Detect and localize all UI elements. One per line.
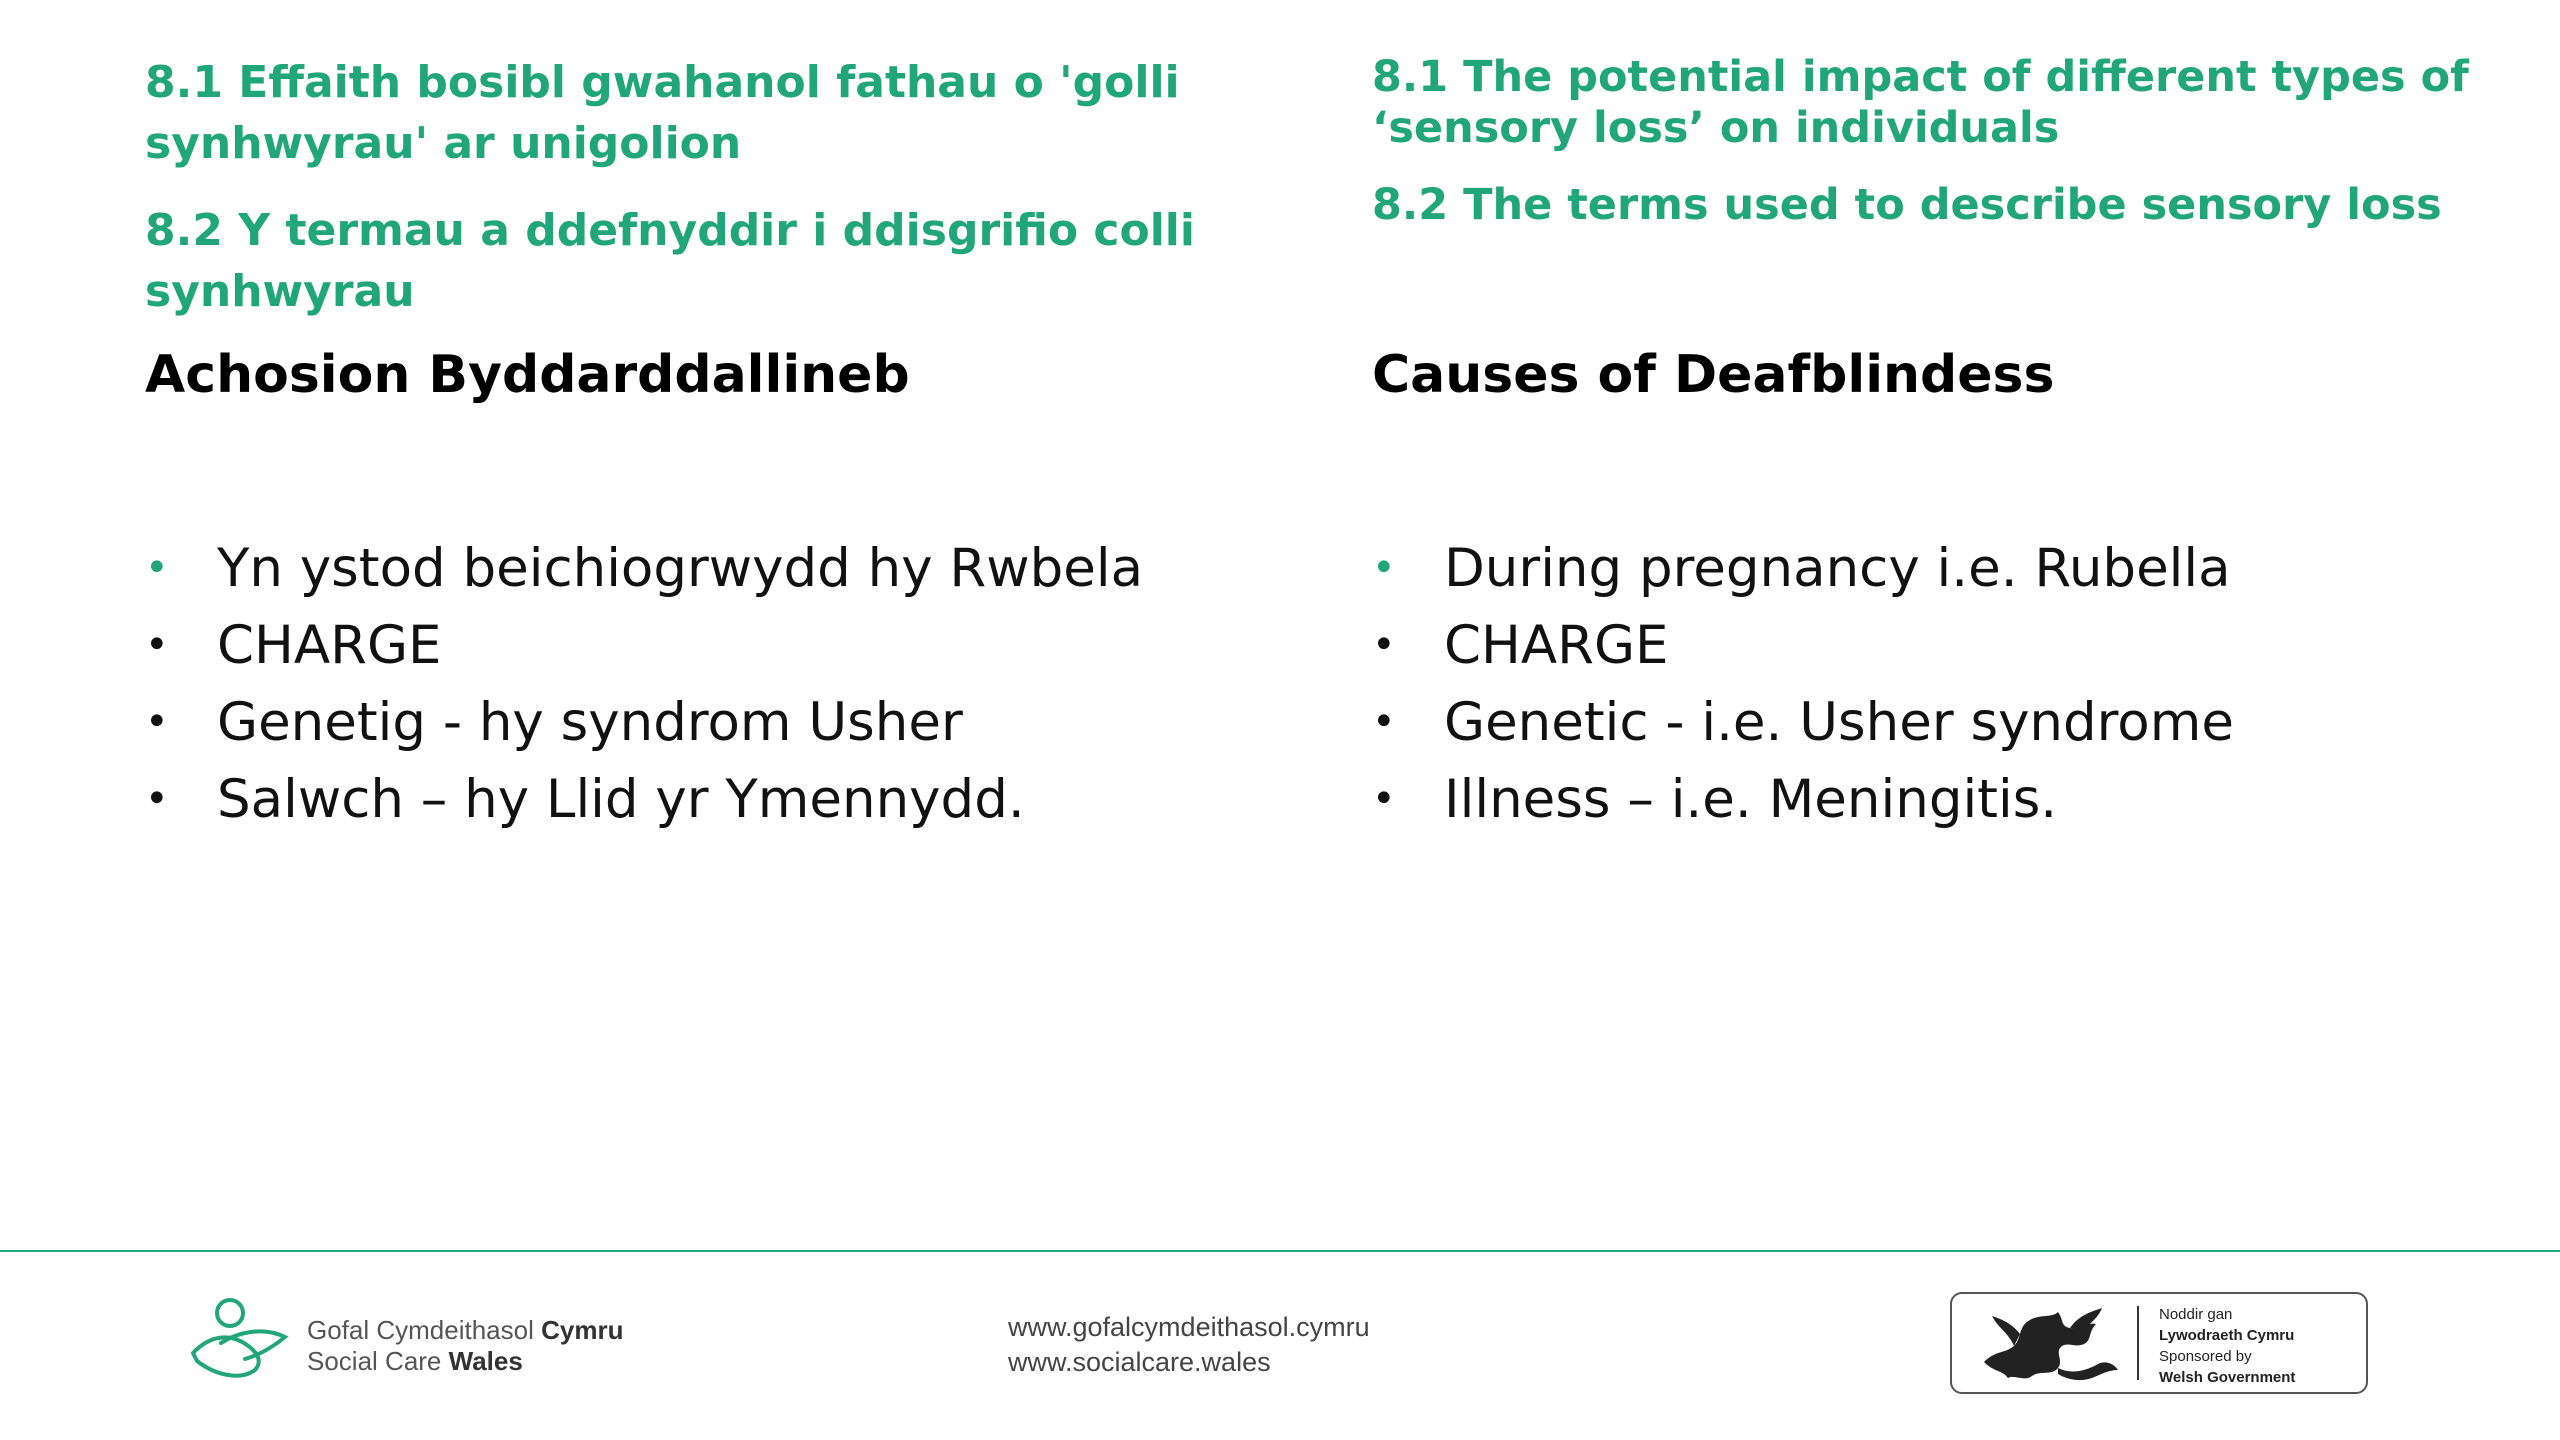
welsh-dragon-icon bbox=[1974, 1302, 2124, 1386]
badge-divider bbox=[2137, 1306, 2139, 1380]
bullet-icon: • bbox=[1372, 545, 1396, 591]
logo-wordmark: Gofal Cymdeithasol Cymru Social Care Wales bbox=[307, 1315, 624, 1376]
bullet-icon: • bbox=[145, 699, 169, 745]
bullet-icon: • bbox=[1372, 622, 1396, 668]
objective-8-1-english: 8.1 The potential impact of different types of ‘sensory loss’ on individuals bbox=[1372, 52, 2469, 153]
bullet-icon: • bbox=[1372, 776, 1396, 822]
welsh-government-badge bbox=[1950, 1292, 2368, 1394]
objective-8-2-english: 8.2 The terms used to describe sensory loss bbox=[1372, 180, 2442, 230]
objective-8-2-welsh: 8.2 Y termau a ddefnyddir i ddisgrifio colli synhwyrau bbox=[145, 205, 1195, 317]
heading-english: Causes of Deafblindess bbox=[1372, 345, 2055, 405]
url-english[interactable]: www.socialcare.wales bbox=[1008, 1347, 1271, 1377]
objective-8-1-welsh: 8.1 Effaith bosibl gwahanol fathau o 'golli synhwyrau' ar unigolion bbox=[145, 57, 1180, 169]
bullet-icon: • bbox=[145, 776, 169, 822]
footer-divider bbox=[0, 1250, 2560, 1252]
url-welsh[interactable]: www.gofalcymdeithasol.cymru bbox=[1008, 1312, 1370, 1342]
footer-urls bbox=[1008, 1310, 1370, 1380]
heading-welsh: Achosion Byddarddallineb bbox=[145, 345, 910, 405]
social-care-wales-icon bbox=[185, 1295, 295, 1385]
bullet-icon: • bbox=[1372, 699, 1396, 745]
social-care-wales-logo bbox=[185, 1295, 705, 1385]
badge-text: Noddir gan Lywodraeth Cymru Sponsored by Welsh Government bbox=[2159, 1306, 2296, 1386]
bullet-icon: • bbox=[145, 545, 169, 591]
bullet-icon: • bbox=[145, 622, 169, 668]
